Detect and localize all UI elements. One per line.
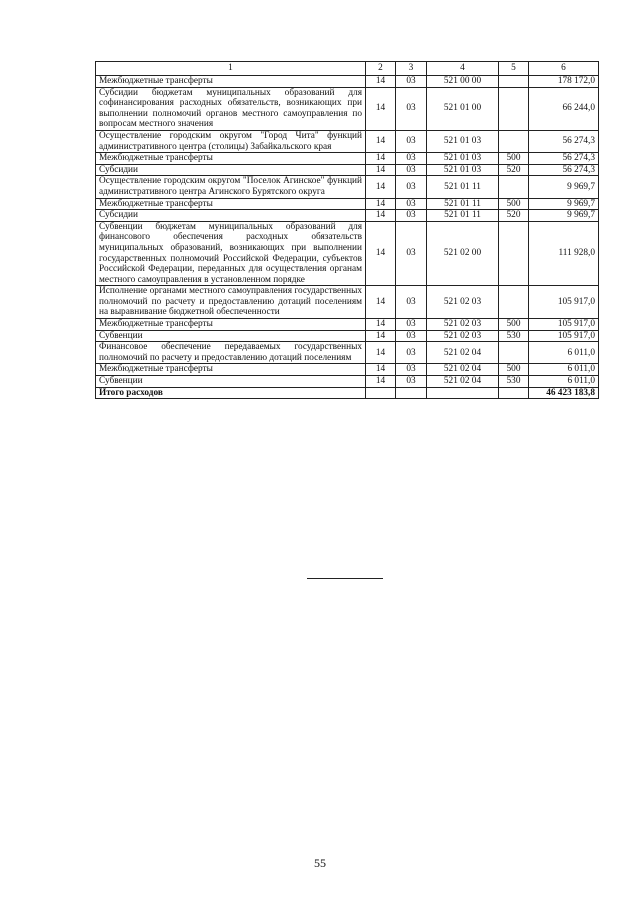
total-empty-cell	[396, 387, 427, 399]
table-row	[96, 330, 599, 342]
header-col-5: 5	[499, 62, 529, 76]
table-row	[96, 87, 599, 130]
row-target-article: 521 02 03	[427, 319, 499, 331]
row-target-article: 521 00 00	[427, 76, 499, 88]
row-expense-type: 500	[499, 153, 529, 165]
row-amount: 6 011,0	[529, 342, 599, 364]
total-empty-cell	[427, 387, 499, 399]
row-section: 14	[366, 319, 396, 331]
row-target-article: 521 02 04	[427, 364, 499, 376]
row-amount: 105 917,0	[529, 286, 599, 319]
table-row	[96, 198, 599, 210]
row-name: Исполнение органами местного самоуправления государственных полномочий по расчету и предоставлению дотаций поселениям на выравнивание бюджетной обеспеченности	[96, 286, 366, 319]
row-target-article: 521 02 03	[427, 330, 499, 342]
row-name: Межбюджетные трансферты	[96, 198, 366, 210]
row-target-article: 521 02 00	[427, 221, 499, 286]
row-section: 14	[366, 87, 396, 130]
total-row	[96, 387, 599, 399]
row-subsection: 03	[396, 376, 427, 388]
table-row	[96, 130, 599, 152]
total-amount: 46 423 183,8	[529, 387, 599, 399]
table-row	[96, 164, 599, 176]
row-expense-type	[499, 130, 529, 152]
row-subsection: 03	[396, 198, 427, 210]
row-subsection: 03	[396, 319, 427, 331]
row-amount: 66 244,0	[529, 87, 599, 130]
row-expense-type: 520	[499, 210, 529, 222]
row-expense-type	[499, 221, 529, 286]
row-expense-type	[499, 286, 529, 319]
row-target-article: 521 02 04	[427, 342, 499, 364]
row-expense-type	[499, 176, 529, 198]
row-subsection: 03	[396, 364, 427, 376]
row-target-article: 521 02 04	[427, 376, 499, 388]
row-name: Субсидии	[96, 210, 366, 222]
row-name: Субсидии бюджетам муниципальных образований для софинансирования расходных обязательств, возникающих при выполнении полномочий органов местного самоуправления по вопросам местного значения	[96, 87, 366, 130]
row-subsection: 03	[396, 176, 427, 198]
table-row	[96, 221, 599, 286]
row-section: 14	[366, 364, 396, 376]
row-target-article: 521 01 03	[427, 130, 499, 152]
row-amount: 6 011,0	[529, 376, 599, 388]
row-expense-type: 530	[499, 376, 529, 388]
table-header-row	[96, 62, 599, 76]
row-name: Осуществление городским округом "Город Чита" функций административного центра (столицы) Забайкальского края	[96, 130, 366, 152]
row-amount: 9 969,7	[529, 176, 599, 198]
row-section: 14	[366, 198, 396, 210]
row-name: Межбюджетные трансферты	[96, 153, 366, 165]
header-col-3: 3	[396, 62, 427, 76]
row-amount: 9 969,7	[529, 198, 599, 210]
header-col-2: 2	[366, 62, 396, 76]
end-divider-line	[307, 578, 383, 579]
row-name: Межбюджетные трансферты	[96, 76, 366, 88]
row-subsection: 03	[396, 210, 427, 222]
header-col-6: 6	[529, 62, 599, 76]
row-amount: 6 011,0	[529, 364, 599, 376]
row-name: Субвенции бюджетам муниципальных образований для финансового обеспечения расходных обязательств муниципальных образований, возникающих при выполнении государственных полномочий Российской Федерации, субъектов Российской Федерации, переданных для осуществления органам местного самоуправления в установленном порядке	[96, 221, 366, 286]
total-empty-cell	[366, 387, 396, 399]
row-section: 14	[366, 286, 396, 319]
row-amount: 111 928,0	[529, 221, 599, 286]
row-amount: 105 917,0	[529, 330, 599, 342]
row-expense-type: 500	[499, 364, 529, 376]
row-subsection: 03	[396, 153, 427, 165]
row-section: 14	[366, 342, 396, 364]
row-expense-type: 500	[499, 319, 529, 331]
row-section: 14	[366, 76, 396, 88]
row-target-article: 521 01 00	[427, 87, 499, 130]
row-name: Финансовое обеспечение передаваемых государственных полномочий по расчету и предоставлению дотаций поселениям	[96, 342, 366, 364]
row-section: 14	[366, 376, 396, 388]
header-col-1: 1	[96, 62, 366, 76]
row-target-article: 521 01 03	[427, 164, 499, 176]
row-target-article: 521 01 11	[427, 198, 499, 210]
header-col-4: 4	[427, 62, 499, 76]
row-subsection: 03	[396, 87, 427, 130]
row-amount: 9 969,7	[529, 210, 599, 222]
row-section: 14	[366, 130, 396, 152]
table-row	[96, 286, 599, 319]
table-row	[96, 210, 599, 222]
row-amount: 105 917,0	[529, 319, 599, 331]
row-section: 14	[366, 164, 396, 176]
row-amount: 56 274,3	[529, 164, 599, 176]
table-row	[96, 153, 599, 165]
row-section: 14	[366, 176, 396, 198]
table-row	[96, 364, 599, 376]
row-section: 14	[366, 330, 396, 342]
row-target-article: 521 02 03	[427, 286, 499, 319]
row-name: Субсидии	[96, 164, 366, 176]
row-amount: 56 274,3	[529, 130, 599, 152]
row-name: Субвенции	[96, 330, 366, 342]
row-subsection: 03	[396, 330, 427, 342]
row-target-article: 521 01 03	[427, 153, 499, 165]
table-row	[96, 319, 599, 331]
expenses-table-container	[95, 61, 598, 399]
page-number: 55	[314, 856, 326, 870]
row-subsection: 03	[396, 342, 427, 364]
row-expense-type: 520	[499, 164, 529, 176]
row-expense-type	[499, 342, 529, 364]
table-row	[96, 376, 599, 388]
row-subsection: 03	[396, 221, 427, 286]
row-section: 14	[366, 153, 396, 165]
table-body	[96, 62, 599, 399]
row-section: 14	[366, 221, 396, 286]
row-name: Осуществление городским округом "Поселок Агинское" функций административного центра Агинского Бурятского округа	[96, 176, 366, 198]
expenses-table	[95, 61, 599, 399]
row-subsection: 03	[396, 164, 427, 176]
row-expense-type: 530	[499, 330, 529, 342]
row-name: Межбюджетные трансферты	[96, 319, 366, 331]
row-target-article: 521 01 11	[427, 210, 499, 222]
row-expense-type	[499, 87, 529, 130]
row-name: Межбюджетные трансферты	[96, 364, 366, 376]
row-subsection: 03	[396, 130, 427, 152]
table-row	[96, 342, 599, 364]
row-amount: 56 274,3	[529, 153, 599, 165]
table-row	[96, 176, 599, 198]
row-name: Субвенции	[96, 376, 366, 388]
total-label: Итого расходов	[96, 387, 366, 399]
row-subsection: 03	[396, 286, 427, 319]
row-expense-type: 500	[499, 198, 529, 210]
total-empty-cell	[499, 387, 529, 399]
row-target-article: 521 01 11	[427, 176, 499, 198]
row-section: 14	[366, 210, 396, 222]
row-amount: 178 172,0	[529, 76, 599, 88]
table-row	[96, 76, 599, 88]
row-expense-type	[499, 76, 529, 88]
row-subsection: 03	[396, 76, 427, 88]
